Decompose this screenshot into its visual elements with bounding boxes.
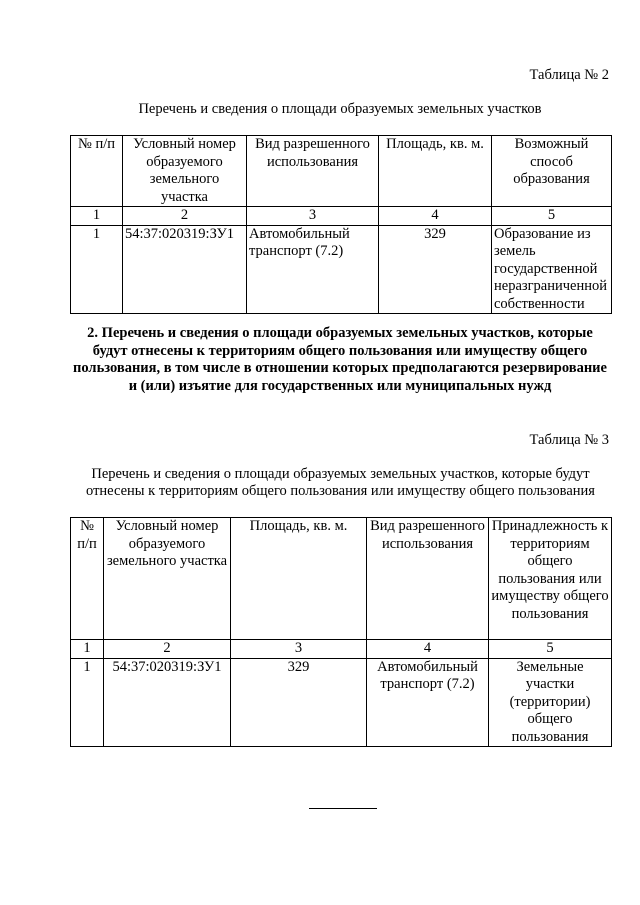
table2-header-cell: Возможный способ образования — [492, 136, 612, 207]
table3-number-cell: 4 — [367, 640, 489, 659]
footer-divider — [309, 808, 377, 809]
table3-header-cell: Условный номер образуемого земельного участка — [104, 518, 231, 640]
table2-number-cell: 5 — [492, 207, 612, 226]
table3-header-cell: Вид разрешенного использования — [367, 518, 489, 640]
table2-number-row — [71, 207, 612, 226]
table3-header-cell: Принадлежность к территориям общего пользования или имуществу общего пользования — [489, 518, 612, 640]
table3-caption: Таблица № 3 — [529, 432, 609, 448]
table3-cell: 54:37:020319:ЗУ1 — [104, 658, 231, 747]
table3-cell: Автомобильный транспорт (7.2) — [367, 658, 489, 747]
table3-header-row — [71, 518, 612, 640]
table-row — [71, 225, 612, 314]
table3-header-cell: № п/п — [71, 518, 104, 640]
table2-caption: Таблица № 2 — [529, 67, 609, 83]
table-row — [71, 658, 612, 747]
table3-number-cell: 5 — [489, 640, 612, 659]
table2-header-cell: Условный номер образуемого земельного участка — [123, 136, 247, 207]
table3-number-cell: 3 — [231, 640, 367, 659]
table2-title: Перечень и сведения о площади образуемых земельных участков — [138, 101, 542, 117]
table3-cell: Земельные участки (территории) общего пользования — [489, 658, 612, 747]
table3-number-cell: 1 — [71, 640, 104, 659]
table3-number-cell: 2 — [104, 640, 231, 659]
table3-cell: 329 — [231, 658, 367, 747]
table2-cell: Образование из земель государственной неразграниченной собственности — [492, 225, 612, 314]
table2-header-cell: Площадь, кв. м. — [379, 136, 492, 207]
table2-cell: 329 — [379, 225, 492, 314]
table2-header-cell: Вид разрешенного использования — [247, 136, 379, 207]
table2-cell: 54:37:020319:ЗУ1 — [123, 225, 247, 314]
table3-title: Перечень и сведения о площади образуемых земельных участков, которые будут отнесены к территориям общего пользования или имуществу общего пользования — [86, 466, 595, 499]
table2-number-cell: 1 — [71, 207, 123, 226]
table3-header-cell: Площадь, кв. м. — [231, 518, 367, 640]
table2-number-cell: 4 — [379, 207, 492, 226]
table2-header-cell: № п/п — [71, 136, 123, 207]
table3-number-row — [71, 640, 612, 659]
table3-cell: 1 — [71, 658, 104, 747]
table2-header-row — [71, 136, 612, 207]
table2-number-cell: 2 — [123, 207, 247, 226]
table2-cell: 1 — [71, 225, 123, 314]
section2-heading: 2. Перечень и сведения о площади образуемых земельных участков, которые будут отнесены к территориям общего пользования или имуществу общего пользования, в том числе в отношении которых предполагаются резервирование и (или) изъятие для государственных или муниципальных нужд — [73, 325, 607, 394]
table2-cell: Автомобильный транспорт (7.2) — [247, 225, 379, 314]
table2-number-cell: 3 — [247, 207, 379, 226]
table3 — [70, 517, 612, 747]
table2 — [70, 135, 612, 314]
